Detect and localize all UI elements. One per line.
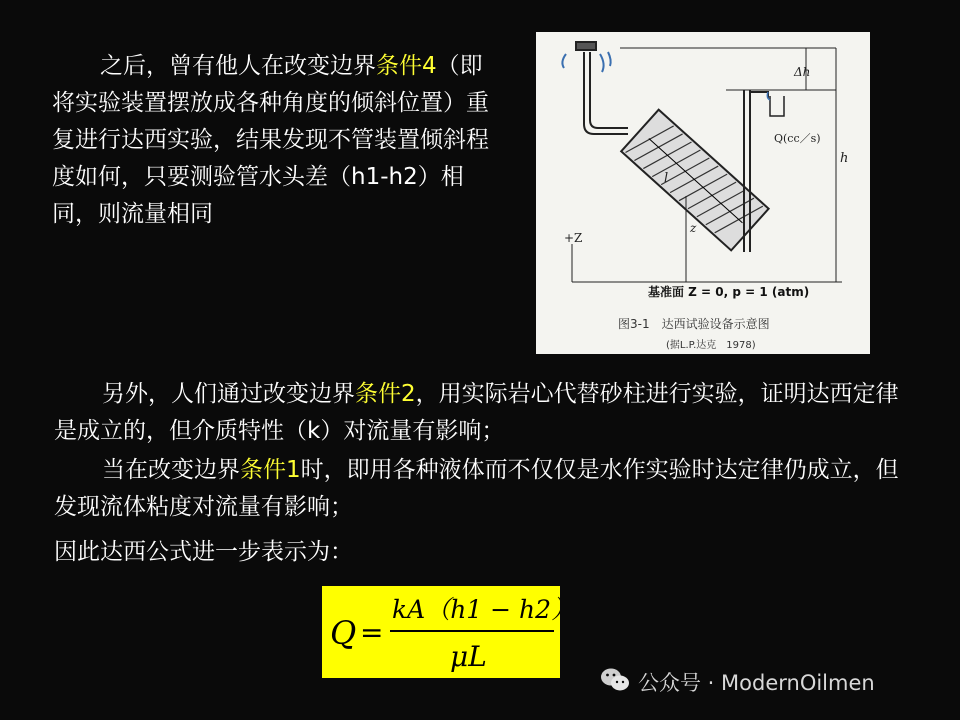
- delta-h-label: Δh: [794, 65, 811, 79]
- formula-numerator: kA（h1 − h2）: [392, 595, 560, 624]
- figure-caption: 图3-1 达西试验设备示意图: [618, 317, 770, 331]
- paragraph1-body: （即将实验装置摆放成各种角度的倾斜位置）重复进行达西实验，结果发现不管装置倾斜程度如何，只要测验管水头差（h1-h2）相同，则流量相同: [52, 53, 489, 227]
- apparatus-diagram: [536, 32, 870, 354]
- paragraph3-intro: 当在改变边界: [102, 457, 240, 483]
- paragraph-formula-intro: 因此达西公式进一步表示为：: [54, 539, 353, 565]
- formula-lhs: Q: [330, 614, 357, 652]
- condition-1-highlight: 条件1: [240, 457, 301, 483]
- paragraph3-body: 时，即用各种液体而不仅仅是水作实验时达定律仍成立，但发现流体粘度对流量有影响；: [54, 457, 899, 520]
- paragraph-core-experiment: [54, 376, 914, 450]
- datum-label: 基准面 Z = 0, p = 1 (atm): [648, 285, 810, 299]
- darcy-formula-box: [322, 586, 560, 678]
- z-axis-label: +Z: [564, 231, 583, 245]
- wechat-icon: [600, 667, 630, 698]
- paragraph-fluid-experiment: [54, 452, 914, 526]
- inlet-pipe: [584, 52, 628, 134]
- watermark-text: 公众号 · ModernOilmen: [638, 671, 875, 695]
- water-supply-icon: [562, 42, 610, 72]
- watermark: [600, 664, 875, 700]
- darcy-formula: [322, 586, 560, 678]
- darcy-apparatus-figure: [536, 32, 870, 354]
- formula-equals: =: [360, 616, 384, 649]
- collection-cup-icon: [767, 92, 784, 116]
- paragraph2-body: ，用实际岩心代替砂柱进行实验，证明达西定律是成立的，但介质特性（k）对流量有影响；: [54, 381, 899, 444]
- figure-credit: (据L.P.达克 1978): [666, 340, 756, 351]
- condition-2-highlight: 条件2: [355, 381, 416, 407]
- paragraph1-intro: 之后，曾有他人在改变边界: [100, 53, 376, 79]
- z-label: z: [690, 221, 697, 235]
- h-label: h: [840, 151, 849, 166]
- condition-4-highlight: 条件4: [376, 53, 437, 79]
- paragraph2-intro: 另外，人们通过改变边界: [102, 381, 355, 407]
- formula-denominator: μL: [450, 640, 487, 673]
- paragraph-tilt-experiment: [52, 48, 500, 233]
- flow-rate-label: Q(cc／s): [774, 132, 821, 145]
- length-label: l: [664, 171, 669, 186]
